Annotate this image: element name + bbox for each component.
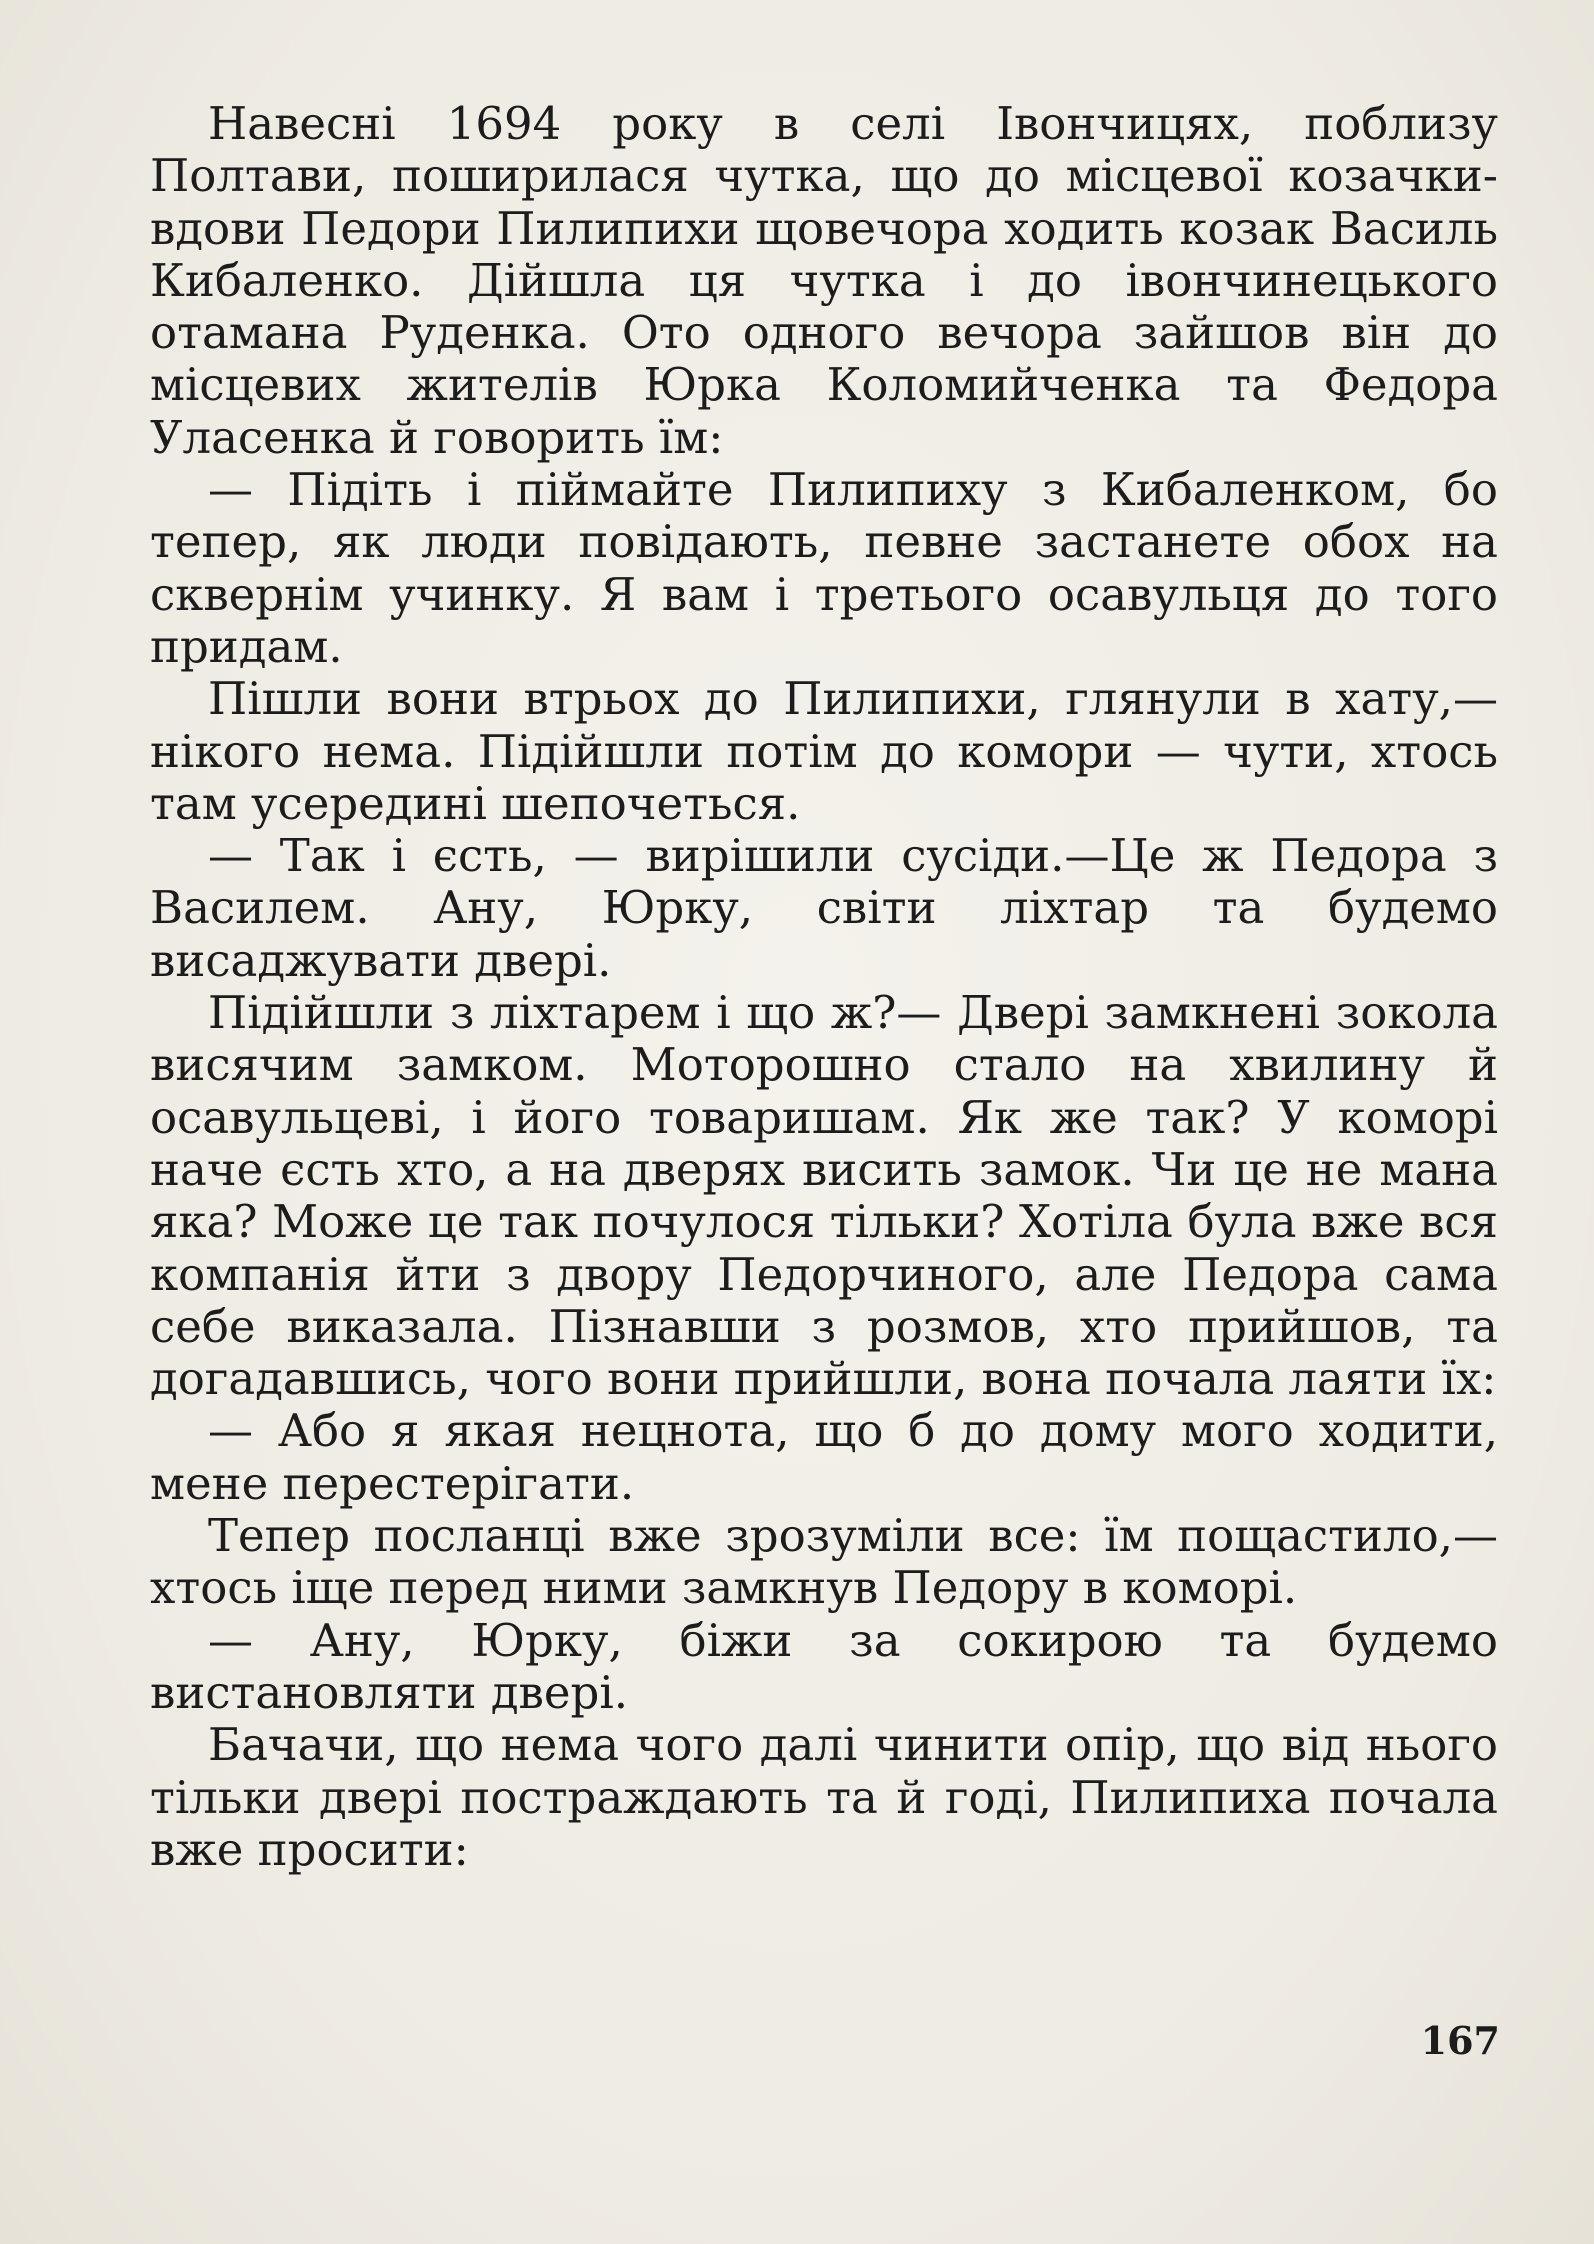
paragraph-8: — Ану, Юрку, біжи за сокирою та будемо вистановляти двері. xyxy=(150,1613,1498,1719)
paragraph-7: Тепер посланці вже зрозуміли все: їм пощастило,—хтось іще перед ними замкнув Педору в коморі. xyxy=(150,1509,1498,1615)
paragraph-5: Підійшли з ліхтарем і що ж?— Двері замкнені зокола висячим замком. Моторошно стало на хвилину й осавульцеві, і його товаришам. Як же так? У коморі наче єсть хто, а на дверях висить замок. Чи це не мана яка? Може це так почулося тільки? Хотіла була вже вся компанія йти з двору Педорчиного, але Педора сама себе виказала. Пізнавши з розмов, хто прийшов, та догадавшись, чого вони прийшли, вона почала лаяти їх: xyxy=(150,986,1498,1406)
paragraph-3: Пішли вони втрьох до Пилипихи, глянули в хату,— нікого нема. Підійшли потім до комори — чути, хтось там усередині шепочеться. xyxy=(150,672,1498,830)
paragraph-6: — Або я якая нецнота, що б до дому мого ходити, мене перестерігати. xyxy=(150,1404,1498,1510)
paragraph-1: Навесні 1694 року в селі Івончицях, поблизу Полтави, поширилася чутка, що до місцевої козачки-вдови Педори Пилипихи щовечора ходить козак Василь Кибаленко. Дійшла ця чутка і до івончинецького отамана Руденка. Ото одного вечора зайшов він до місцевих жителів Юрка Коломийченка та Федора Уласенка й говорить їм: xyxy=(150,97,1498,464)
paragraph-2: — Підіть і піймайте Пилипиху з Кибаленком, бо тепер, як люди повідають, певне застанете обох на сквернім учинку. Я вам і третього осавульця до того придам. xyxy=(150,463,1498,673)
page-number: 167 xyxy=(1420,2018,1500,2063)
body-text xyxy=(150,98,1498,1876)
paragraph-4: — Так і єсть, — вирішили сусіди.—Це ж Педора з Василем. Ану, Юрку, світи ліхтар та будемо висаджувати двері. xyxy=(150,829,1498,987)
paragraph-9: Бачачи, що нема чого далі чинити опір, що від нього тільки двері постраждають та й годі, Пилипиха почала вже просити: xyxy=(150,1718,1498,1876)
